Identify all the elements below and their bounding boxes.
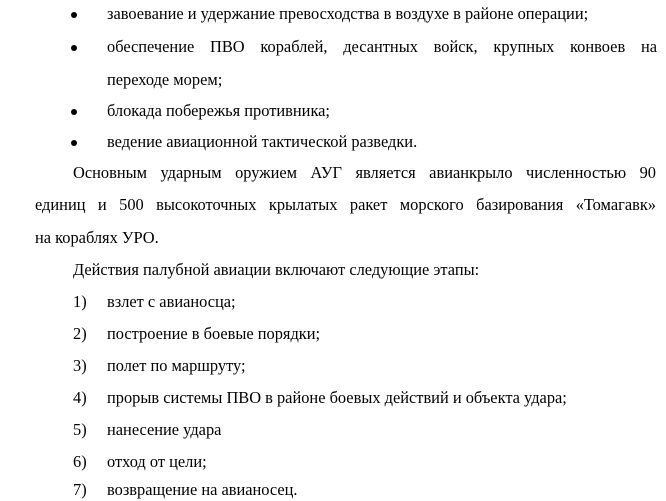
step-number: 6) xyxy=(73,452,87,471)
step-number: 5) xyxy=(73,420,87,439)
step-text: отход от цели; xyxy=(107,452,207,471)
step-text: полет по маршруту; xyxy=(107,356,246,375)
bullet-item: завоевание и удержание превосходства в воздухе в районе операции; xyxy=(107,4,589,23)
step-number: 7) xyxy=(73,480,87,499)
bullet-item: ведение авиационной тактической разведки. xyxy=(107,132,418,151)
step-number: 2) xyxy=(73,324,87,343)
step-number: 3) xyxy=(73,356,87,375)
step-number: 1) xyxy=(73,292,87,311)
step-text: взлет с авианосца; xyxy=(107,292,236,311)
paragraph-line: Основным ударным оружием АУГ является авианкрыло численностью 90 xyxy=(73,163,656,182)
bullet-marker xyxy=(71,12,77,18)
step-text: возвращение на авианосец. xyxy=(107,480,298,499)
paragraph-line: единиц и 500 высокоточных крылатых ракет морского базирования «Томагавк» xyxy=(35,195,656,214)
bullet-marker xyxy=(71,140,77,146)
step-text: прорыв системы ПВО в районе боевых действий и объекта удара; xyxy=(107,388,567,407)
bullet-marker xyxy=(71,109,77,115)
bullet-item: обеспечение ПВО кораблей, десантных войск, крупных конвоев на xyxy=(107,37,657,56)
step-text: построение в боевые порядки; xyxy=(107,324,321,343)
bullet-item: блокада побережья противника; xyxy=(107,101,330,120)
paragraph-line: на кораблях УРО. xyxy=(35,228,159,247)
step-number: 4) xyxy=(73,388,87,407)
paragraph-line: Действия палубной авиации включают следующие этапы: xyxy=(73,260,480,279)
step-text: нанесение удара xyxy=(107,420,222,439)
bullet-marker xyxy=(71,45,77,51)
bullet-item-continuation: переходе морем; xyxy=(107,70,223,89)
